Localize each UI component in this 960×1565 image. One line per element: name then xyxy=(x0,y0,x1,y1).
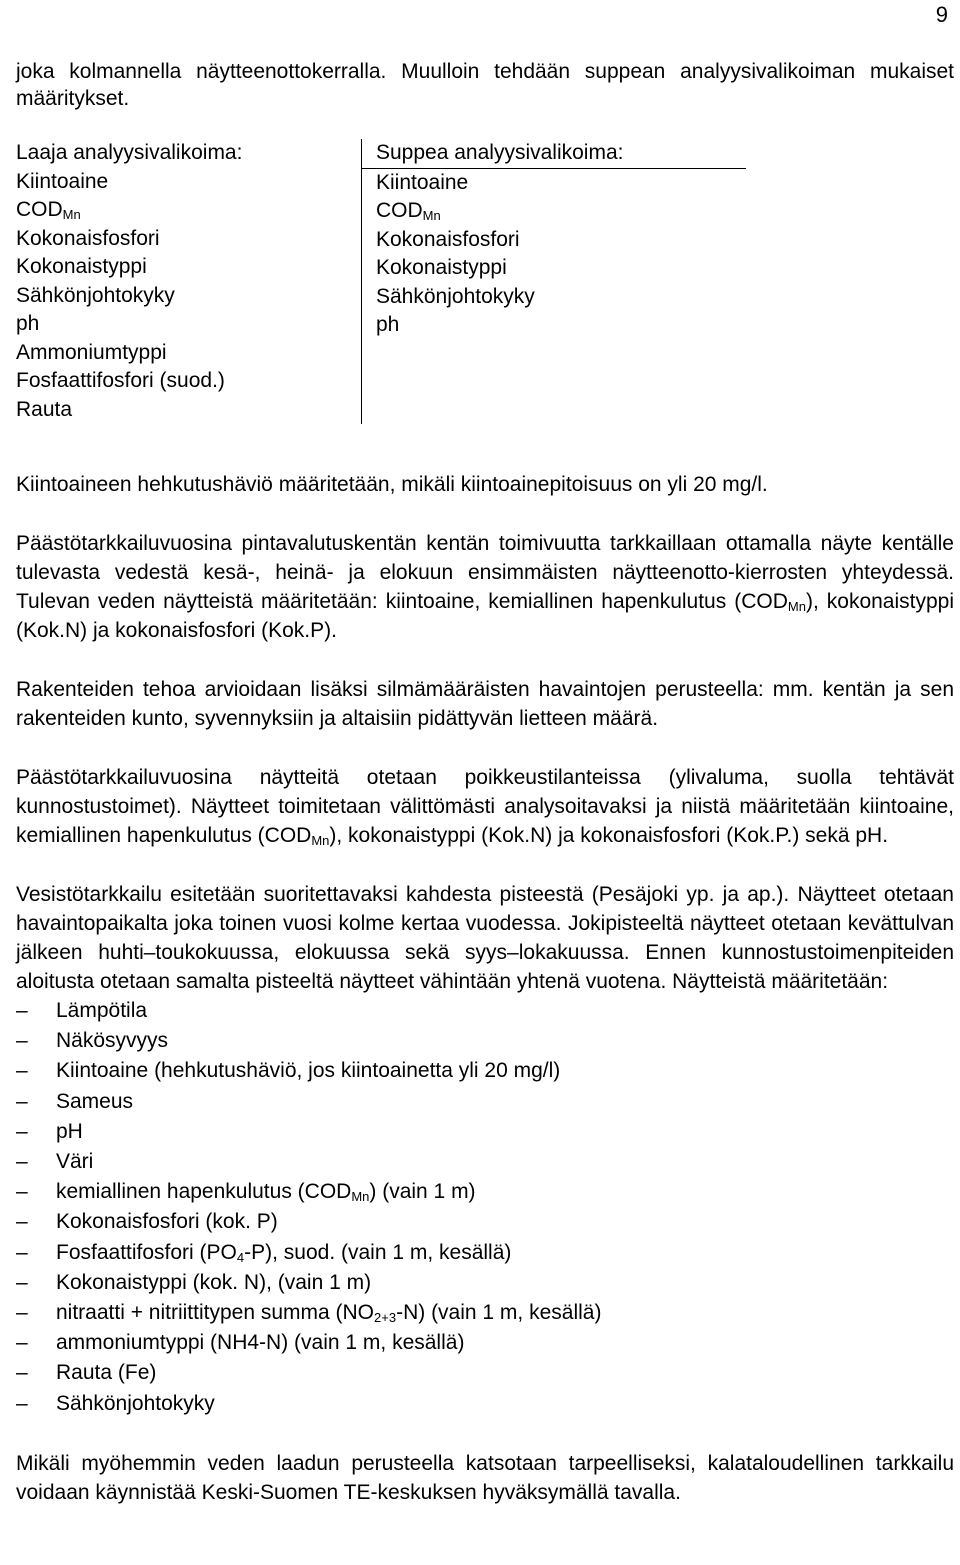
narrow-item-cod: $COD_{Mn}$ xyxy=(376,199,441,223)
dash-bullet: – xyxy=(16,1059,28,1083)
dash-bullet: – xyxy=(16,1391,28,1415)
emission-monitoring-paragraph: Päästötarkkailuvuosina pintavalutuskentän kentän toimivuutta tarkkaillaan ottamalla näyte kentälle tulevasta vedestä kesä-, heinä- ja elokuun ensimmäisten näytteenotto-kierrosten yhteydessä. Tulevan veden näytteistä määritetään: kiintoaine, kemiallinen hapenkulutus $(COD_{Mn})$, kokonaistyppi (Kok.N) ja kokonaisfosfori (Kok.P). xyxy=(16,532,955,642)
narrow-selection-header: Suppea analyysivalikoima: xyxy=(362,139,746,169)
broad-item: Sähkönjohtokyky xyxy=(16,283,175,307)
list-item: – Kiintoaine (hehkutushäviö, jos kiintoainetta yli 20 mg/l) xyxy=(16,1056,954,1086)
fisheries-monitoring-paragraph: Mikäli myöhemmin veden laadun perusteella katsotaan tarpeelliseksi, kalataloudellinen tarkkailu voidaan käynnistää Keski-Suomen TE-keskuksen hyväksymällä tavalla. xyxy=(16,1451,954,1504)
determinations-list xyxy=(16,996,954,1419)
narrow-item: Kiintoaine xyxy=(376,170,469,194)
dash-bullet: – xyxy=(16,1270,28,1294)
list-item: – Fosfaattifosfori $(PO_4-P)$, suod. (vain 1 m, kesällä) xyxy=(16,1238,954,1268)
dash-bullet: – xyxy=(16,999,28,1022)
dash-bullet: – xyxy=(16,1331,28,1355)
list-item: – Väri xyxy=(16,1147,954,1177)
narrow-item: Kokonaistyppi xyxy=(376,256,507,279)
broad-item: Kokonaisfosfori xyxy=(16,226,160,250)
broad-item: Fosfaattifosfori (suod.) xyxy=(16,369,225,392)
broad-item: Kokonaistyppi xyxy=(16,255,147,278)
document-body xyxy=(16,58,954,1507)
broad-item: Kiintoaine xyxy=(16,169,109,193)
narrow-item: Kokonaisfosfori xyxy=(376,227,520,251)
intro-paragraph: joka kolmannella näytteenottokerralla. Muulloin tehdään suppean analyysivalikoiman mukaiset määritykset. xyxy=(16,60,954,110)
broad-item: Ammoniumtyppi xyxy=(16,340,167,364)
dash-bullet: – xyxy=(16,1210,28,1234)
dash-bullet: – xyxy=(16,1301,28,1325)
broad-selection-column xyxy=(16,139,362,424)
page-number: 9 xyxy=(935,2,948,27)
list-item: – kemiallinen hapenkulutus $(COD_{Mn})$ (vain 1 m) xyxy=(16,1177,954,1207)
dash-bullet: – xyxy=(16,1180,28,1204)
ignition-loss-paragraph: Kiintoaineen hehkutushäviö määritetään, mikäli kiintoainepitoisuus on yli 20 mg/l. xyxy=(16,473,768,496)
list-item: – ammoniumtyppi (NH4-N) (vain 1 m, kesällä) xyxy=(16,1328,954,1358)
exceptional-sampling-paragraph: Päästötarkkailuvuosina näytteitä otetaan poikkeustilanteissa (ylivaluma, suolla tehtävät kunnostustoimet). Näytteet toimitetaan välittömästi analysoitavaksi ja niistä määritetään kiintoaine, kemiallinen hapenkulutus $(COD_{Mn})$, kokonaistyppi (Kok.N) ja kokonaisfosfori (Kok.P.) sekä pH. xyxy=(16,766,954,848)
list-item: – Sähkönjohtokyky xyxy=(16,1389,954,1419)
broad-item: Rauta xyxy=(16,397,73,421)
list-item: – Sameus xyxy=(16,1087,954,1117)
dash-bullet: – xyxy=(16,1361,28,1385)
list-item: – Rauta (Fe) xyxy=(16,1358,954,1388)
water-monitoring-paragraph: Vesistötarkkailu esitetään suoritettavaksi kahdesta pisteestä (Pesäjoki yp. ja ap.). Näytteet otetaan havaintopaikalta joka toinen vuosi kolme kertaa vuodessa. Jokipisteeltä näytteet otetaan kevättulvan jälkeen huhti–toukokuussa, elokuussa sekä syys–lokakuussa. Ennen kunnostustoimenpiteiden aloitusta otetaan samalta pisteeltä näytteet vähintään yhtenä vuotena. Näytteistä määritetään: xyxy=(16,883,954,993)
dash-bullet: – xyxy=(16,1240,28,1264)
broad-item: ph xyxy=(16,312,40,335)
dash-bullet: – xyxy=(16,1150,28,1174)
list-item: – Näkösyvyys xyxy=(16,1026,954,1056)
dash-bullet: – xyxy=(16,1029,28,1053)
broad-selection-header: Laaja analyysivalikoima: xyxy=(16,141,243,164)
list-item: – nitraatti + nitriittitypen summa $(NO_{2+3}-N)$ (vain 1 m, kesällä) xyxy=(16,1298,954,1328)
dash-bullet: – xyxy=(16,1089,28,1113)
structure-assessment-paragraph: Rakenteiden tehoa arvioidaan lisäksi silmämääräisten havaintojen perusteella: mm. kentän ja sen rakenteiden kunto, syvennyksiin ja altaisiin pidättyvän lietteen määrä. xyxy=(16,678,954,730)
list-item: – Kokonaistyppi (kok. N), (vain 1 m) xyxy=(16,1268,954,1298)
narrow-item: ph xyxy=(376,313,400,336)
list-item: – Lämpötila xyxy=(16,996,954,1026)
list-item: – pH xyxy=(16,1117,954,1147)
analysis-selection-table xyxy=(16,139,746,424)
narrow-item: Sähkönjohtokyky xyxy=(376,284,535,308)
narrow-selection-column xyxy=(362,139,746,424)
broad-item-cod: $COD_{Mn}$ xyxy=(16,198,81,222)
dash-bullet: – xyxy=(16,1119,28,1143)
list-item: – Kokonaisfosfori (kok. P) xyxy=(16,1207,954,1237)
